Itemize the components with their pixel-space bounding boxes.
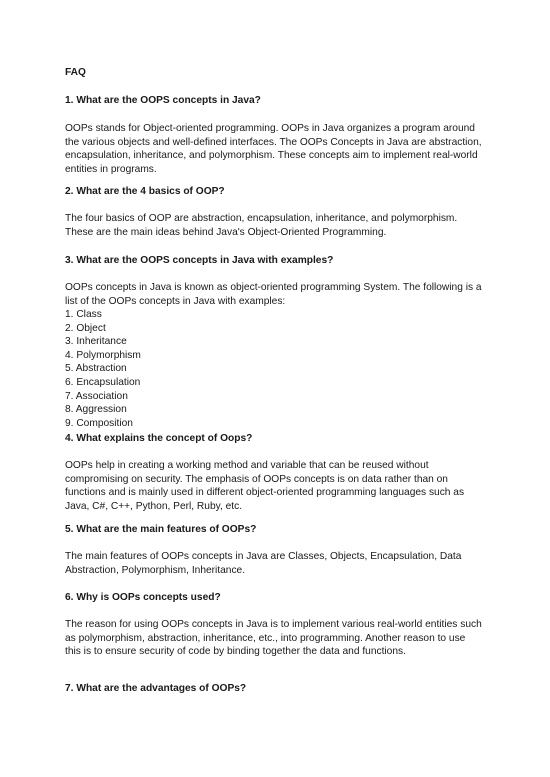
list-item: 6. Encapsulation — [65, 376, 141, 388]
list-item: 8. Aggression — [65, 404, 127, 416]
faq-question-5: 5. What are the main features of OOPs? — [65, 524, 257, 535]
list-item: 9. Composition — [65, 417, 133, 429]
faq-answer-1: OOPs stands for Object-oriented programming. OOPs in Java organizes a program around the various objects and well-defined interfaces. The OOPs Concepts in Java are abstraction, encapsulation, inheritance, and polymorphism. These concepts aim to implement real-world entities in programs. — [65, 123, 482, 175]
faq-question-3: 3. What are the OOPS concepts in Java with examples? — [65, 255, 334, 266]
faq-question-6: 6. Why is OOPs concepts used? — [65, 592, 221, 603]
faq-question-4: 4. What explains the concept of Oops? — [65, 433, 253, 444]
list-item: 1. Class — [65, 309, 102, 320]
faq-answer-6: The reason for using OOPs concepts in Java is to implement various real-world entities such as polymorphism, abstraction, inheritance, etc., into programming. Another reason to use this is to ensure security of code by binding together the data and functions. — [65, 619, 482, 658]
list-item: 7. Association — [65, 390, 128, 402]
list-item: 3. Inheritance — [65, 336, 127, 348]
list-item: 2. Object — [65, 322, 106, 334]
faq-question-1: 1. What are the OOPS concepts in Java? — [65, 95, 261, 106]
list-item: 5. Abstraction — [65, 363, 127, 375]
page-title: FAQ — [65, 67, 86, 78]
faq-question-2: 2. What are the 4 basics of OOP? — [65, 186, 225, 197]
faq-answer-3-intro: OOPs concepts in Java is known as object-oriented programming System. The following is a list of the OOPs concepts in Java with examples: — [65, 282, 482, 307]
faq-answer-5: The main features of OOPs concepts in Java are Classes, Objects, Encapsulation, Data Abstraction, Polymorphism, Inheritance. — [65, 551, 462, 576]
faq-answer-2: The four basics of OOP are abstraction, encapsulation, inheritance, and polymorphism. These are the main ideas behind Java's Object-Oriented Programming. — [65, 213, 458, 238]
oops-concepts-list — [65, 308, 485, 430]
faq-answer-4: OOPs help in creating a working method and variable that can be reused without compromising on security. The emphasis of OOPs concepts is on data rather than on functions and is mainly used in different object-oriented programming languages such as Java, C#, C++, Python, Perl, Ruby, etc. — [65, 460, 465, 512]
faq-question-7: 7. What are the advantages of OOPs? — [65, 683, 247, 694]
list-item: 4. Polymorphism — [65, 349, 141, 361]
